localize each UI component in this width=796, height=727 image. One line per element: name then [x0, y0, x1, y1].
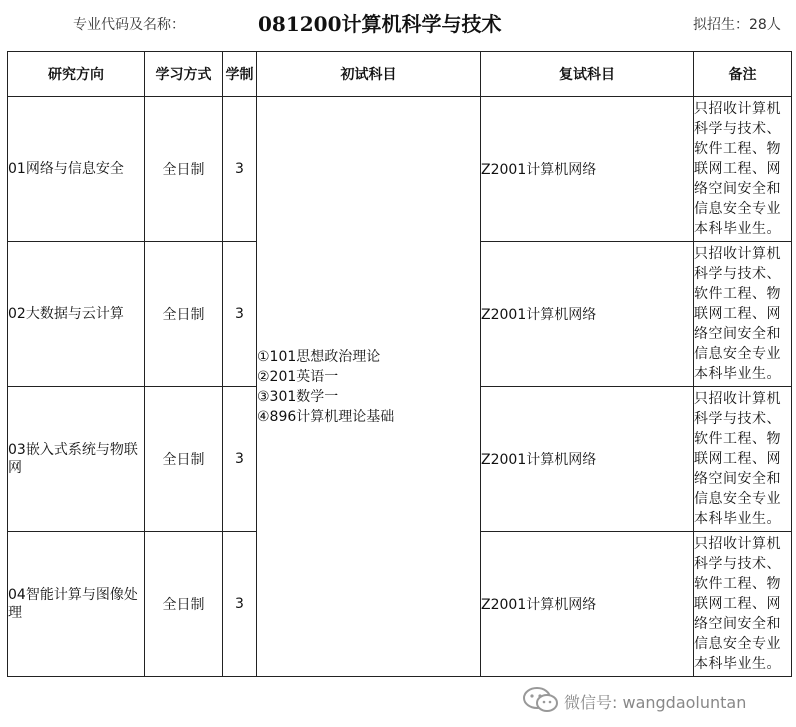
retest-cell: Z2001计算机网络	[481, 242, 694, 387]
col-header-direction: 研究方向	[8, 52, 145, 97]
quota-text: 拟招生：28人	[693, 17, 781, 33]
direction-cell: 02大数据与云计算	[8, 242, 145, 387]
table-row	[8, 97, 792, 242]
note-cell: 只招收计算机科学与技术、软件工程、物联网工程、网络空间安全和信息安全专业本科毕业生。	[694, 532, 792, 677]
years-cell: 3	[223, 242, 257, 387]
mode-cell: 全日制	[145, 532, 223, 677]
years-cell: 3	[223, 387, 257, 532]
exam-subject: ④896计算机理论基础	[257, 408, 395, 425]
note-cell: 只招收计算机科学与技术、软件工程、物联网工程、网络空间安全和信息安全专业本科毕业生。	[694, 97, 792, 242]
col-header-years: 学制	[223, 52, 257, 97]
enrollment-table	[7, 51, 792, 677]
retest-cell: Z2001计算机网络	[481, 97, 694, 242]
note-cell: 只招收计算机科学与技术、软件工程、物联网工程、网络空间安全和信息安全专业本科毕业生。	[694, 387, 792, 532]
years-cell: 3	[223, 97, 257, 242]
table-header-row	[8, 52, 792, 97]
years-cell: 3	[223, 532, 257, 677]
major-label: 专业代码及名称：	[73, 17, 185, 33]
exam-subject: ②201英语一	[257, 368, 339, 385]
watermark	[522, 686, 792, 716]
note-cell: 只招收计算机科学与技术、软件工程、物联网工程、网络空间安全和信息安全专业本科毕业生。	[694, 242, 792, 387]
page-header	[0, 0, 796, 50]
mode-cell: 全日制	[145, 242, 223, 387]
direction-cell: 01网络与信息安全	[8, 97, 145, 242]
watermark-text: 微信号: wangdaoluntan	[564, 693, 747, 712]
mode-cell: 全日制	[145, 97, 223, 242]
retest-cell: Z2001计算机网络	[481, 532, 694, 677]
major-title: 081200计算机科学与技术	[258, 12, 502, 36]
col-header-mode: 学习方式	[145, 52, 223, 97]
exam-subject: ①101思想政治理论	[257, 348, 381, 365]
exam-subjects-cell	[257, 97, 481, 677]
wechat-icon	[522, 686, 560, 714]
exam-subject: ③301数学一	[257, 388, 339, 405]
retest-cell: Z2001计算机网络	[481, 387, 694, 532]
col-header-retest: 复试科目	[481, 52, 694, 97]
direction-cell: 04智能计算与图像处理	[8, 532, 145, 677]
direction-cell: 03嵌入式系统与物联网	[8, 387, 145, 532]
mode-cell: 全日制	[145, 387, 223, 532]
col-header-note: 备注	[694, 52, 792, 97]
col-header-exam: 初试科目	[257, 52, 481, 97]
